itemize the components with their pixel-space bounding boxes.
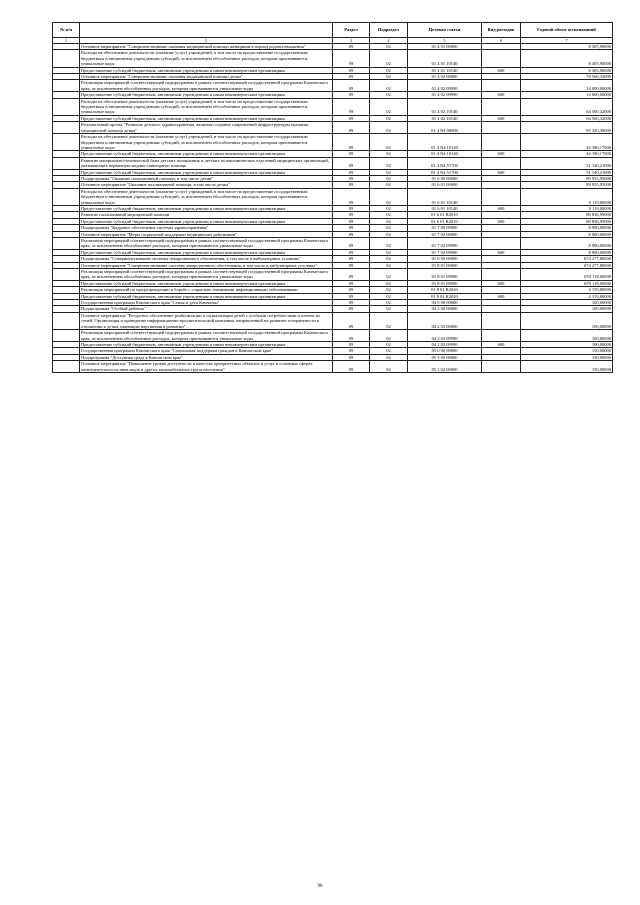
row-name-cell: Предоставление субсидий бюджетным, автономным учреждениям и иным некоммерческим организациям <box>80 341 333 347</box>
row-target-cell: 04 2 03 09990 <box>408 330 482 342</box>
row-name-cell: Предоставление субсидий бюджетным, автономным учреждениям и иным некоммерческим организациям <box>80 92 333 98</box>
row-subsection-cell: 02 <box>370 67 408 73</box>
row-number-cell <box>53 330 80 342</box>
table-row <box>53 122 613 134</box>
row-expense-cell: 600 <box>482 92 521 98</box>
row-section-cell: 09 <box>333 188 370 205</box>
row-volume-cell: 14 000,00000 <box>521 92 613 98</box>
row-section-cell: 09 <box>333 306 370 312</box>
row-name-cell: Основное мероприятие "Совершенствование оказания медицинской помощи женщинам в период родовспоможения" <box>80 44 333 50</box>
row-name-cell: Расходы на обеспечение деятельности (оказание услуг) учреждений, в том числе на предоставление государственным бюджетным и автономным учреждениям субсидий, за исключением обособленных расходов, которым присваиваются уникальные коды <box>80 188 333 205</box>
row-target-cell: 01 4 02 09990 <box>408 92 482 98</box>
table-row <box>53 80 613 92</box>
row-expense-cell: 600 <box>482 115 521 121</box>
row-section-cell: 09 <box>333 151 370 157</box>
table-row <box>53 238 613 250</box>
row-name-cell: Предоставление субсидий бюджетным, автономным учреждениям и иным некоммерческим организациям <box>80 218 333 224</box>
row-subsection-cell: 02 <box>370 225 408 231</box>
row-target-cell: 04 2 03 09990 <box>408 341 482 347</box>
row-expense-cell: 600 <box>482 218 521 224</box>
row-target-cell: 05 3 02 00000 <box>408 361 482 373</box>
row-expense-cell <box>482 134 521 151</box>
budget-table <box>52 22 613 373</box>
row-subsection-cell: 02 <box>370 341 408 347</box>
row-volume-cell: 78 560,32000 <box>521 74 613 80</box>
row-section-cell: 09 <box>333 74 370 80</box>
row-volume-cell: 8 900,00000 <box>521 225 613 231</box>
row-target-cell: 01 4 02 10140 <box>408 115 482 121</box>
row-name-cell: Региональный проект "Развитие детского здравоохранения, включая создание современной инфраструктуры оказания медицинской помощи детям" <box>80 122 333 134</box>
row-section-cell: 09 <box>333 256 370 262</box>
row-expense-cell <box>482 188 521 205</box>
row-volume-cell: 674 277,80000 <box>521 256 613 262</box>
row-volume-cell: 674 277,80000 <box>521 262 613 268</box>
row-number-cell <box>53 361 80 373</box>
row-expense-cell <box>482 98 521 115</box>
col-number: 4 <box>370 38 408 44</box>
row-target-cell: 01 4 N4 51700 <box>408 157 482 169</box>
row-number-cell <box>53 238 80 250</box>
row-name-cell: Реализация мероприятий соответствующей подпрограммы в рамках соответствующей государственной программы Камчатского края, за исключением обособленных расходов, которым присваиваются уникальные коды <box>80 330 333 342</box>
row-target-cell: 04 2 03 00000 <box>408 312 482 329</box>
row-subsection-cell: 02 <box>370 175 408 181</box>
row-subsection-cell: 02 <box>370 280 408 286</box>
row-subsection-cell: 02 <box>370 218 408 224</box>
row-name-cell: Реализация мероприятий соответствующей подпрограммы в рамках соответствующей государственной программы Камчатского края, за исключением обособленных расходов, которым присваиваются уникальные коды <box>80 238 333 250</box>
row-target-cell: 01 7 00 00000 <box>408 225 482 231</box>
row-expense-cell <box>482 312 521 329</box>
row-name-cell: Развитие материально-технической базы детских поликлиник и детских поликлинических отделений медицинских организаций, оказывающих первичную медико-санитарную помощь <box>80 157 333 169</box>
row-subsection-cell: 02 <box>370 134 408 151</box>
row-volume-cell: 100,00000 <box>521 330 613 342</box>
row-section-cell: 09 <box>333 354 370 360</box>
row-volume-cell: 8 305,90000 <box>521 67 613 73</box>
row-volume-cell: 670 118,00000 <box>521 269 613 281</box>
row-target-cell: 01 6 01 R2010 <box>408 212 482 218</box>
row-name-cell: Предоставление субсидий бюджетным, автономным учреждениям и иным некоммерческим организациям <box>80 293 333 299</box>
row-section-cell: 09 <box>333 348 370 354</box>
row-volume-cell: 9 119,00000 <box>521 205 613 211</box>
row-name-cell: Расходы на обеспечение деятельности (оказание услуг) учреждений, в том числе на предоставление государственным бюджетным и автономным учреждениям субсидий, за исключением обособленных расходов, которым присваиваются уникальные коды <box>80 50 333 67</box>
table-row <box>53 330 613 342</box>
row-volume-cell: 51 140,21000 <box>521 157 613 169</box>
row-section-cell: 09 <box>333 212 370 218</box>
row-target-cell: 01 7 02 09990 <box>408 249 482 255</box>
row-expense-cell: 600 <box>482 169 521 175</box>
row-subsection-cell: 02 <box>370 50 408 67</box>
row-name-cell: Расходы на обеспечение деятельности (оказание услуг) учреждений, в том числе на предоставление государственным бюджетным и автономным учреждениям субсидий, за исключением обособленных расходов, которым присваиваются уникальные коды <box>80 98 333 115</box>
row-volume-cell: 89 955,95000 <box>521 182 613 188</box>
row-volume-cell: 51 140,21000 <box>521 169 613 175</box>
row-section-cell: 09 <box>333 80 370 92</box>
row-section-cell: 09 <box>333 300 370 306</box>
row-target-cell: 01 4 01 10140 <box>408 67 482 73</box>
row-name-cell: Основное мероприятие "Повышение уровня доступности и качества приоритетных объектов и услуг в основных сферах жизнедеятельности инвалидов и других маломобильных групп населения" <box>80 361 333 373</box>
row-volume-cell: 100,00000 <box>521 300 613 306</box>
row-target-cell: 01 4 02 09990 <box>408 80 482 92</box>
row-name-cell: Реализация мероприятий соответствующей подпрограммы в рамках соответствующей государственной программы Камчатского края, за исключением обособленных расходов, которым присваиваются уникальные коды <box>80 269 333 281</box>
row-target-cell: 05 0 00 00000 <box>408 348 482 354</box>
row-expense-cell <box>482 80 521 92</box>
row-target-cell: 01 8 01 09990 <box>408 269 482 281</box>
row-expense-cell: 600 <box>482 67 521 73</box>
row-volume-cell: 8 305,90000 <box>521 50 613 67</box>
row-expense-cell: 600 <box>482 249 521 255</box>
row-volume-cell: 80 836,95000 <box>521 218 613 224</box>
row-target-cell: 01 8 01 00000 <box>408 262 482 268</box>
row-subsection-cell: 02 <box>370 122 408 134</box>
row-number-cell <box>53 98 80 115</box>
row-subsection-cell: 02 <box>370 312 408 329</box>
row-subsection-cell: 02 <box>370 80 408 92</box>
header-no: № п/п <box>53 23 80 38</box>
row-section-cell: 09 <box>333 269 370 281</box>
row-volume-cell: 89 955,95000 <box>521 175 613 181</box>
row-name-cell: Государственная программа Камчатского края "Социальная поддержка граждан в Камчатском крае" <box>80 348 333 354</box>
row-subsection-cell: 02 <box>370 256 408 262</box>
row-expense-cell <box>482 238 521 250</box>
row-name-cell: Предоставление субсидий бюджетным, автономным учреждениям и иным некоммерческим организациям <box>80 205 333 211</box>
row-subsection-cell: 02 <box>370 306 408 312</box>
row-target-cell: 01 6 01 10140 <box>408 188 482 205</box>
row-name-cell: Развитие паллиативной медицинской помощи <box>80 212 333 218</box>
row-name-cell: Основное мероприятие "Оказание паллиативной помощи, в том числе детям" <box>80 182 333 188</box>
row-target-cell: 01 8 01 R2020 <box>408 293 482 299</box>
header-name <box>80 23 333 38</box>
row-target-cell: 01 4 02 10140 <box>408 98 482 115</box>
row-subsection-cell: 02 <box>370 249 408 255</box>
row-expense-cell <box>482 269 521 281</box>
row-target-cell: 01 4 N4 51700 <box>408 169 482 175</box>
row-target-cell: 01 8 00 00000 <box>408 256 482 262</box>
header-target: Целевая статья <box>408 23 482 38</box>
row-subsection-cell: 02 <box>370 361 408 373</box>
row-section-cell: 09 <box>333 67 370 73</box>
row-volume-cell: 150,00000 <box>521 361 613 373</box>
row-section-cell: 09 <box>333 287 370 293</box>
row-volume-cell: 14 000,00000 <box>521 80 613 92</box>
header-volume: Годовой объем ассигнований <box>521 23 613 38</box>
row-target-cell: 01 6 01 00000 <box>408 182 482 188</box>
row-name-cell: Государственная программа Камчатского края "Семья и дети Камчатки" <box>80 300 333 306</box>
table-row <box>53 50 613 67</box>
row-section-cell: 09 <box>333 44 370 50</box>
row-expense-cell: 600 <box>482 341 521 347</box>
row-volume-cell: 8 900,00000 <box>521 238 613 250</box>
row-section-cell: 09 <box>333 218 370 224</box>
row-section-cell: 09 <box>333 341 370 347</box>
table-row <box>53 98 613 115</box>
row-target-cell: 05 3 00 00000 <box>408 354 482 360</box>
row-subsection-cell: 02 <box>370 182 408 188</box>
row-subsection-cell: 02 <box>370 262 408 268</box>
row-volume-cell: 4 159,80000 <box>521 293 613 299</box>
row-name-cell: Расходы на обеспечение деятельности (оказание услуг) учреждений, в том числе на предоставление государственным бюджетным и автономным учреждениям субсидий, за исключением обособленных расходов, которым присваиваются уникальные коды <box>80 134 333 151</box>
row-volume-cell: 150,00000 <box>521 348 613 354</box>
row-section-cell: 09 <box>333 122 370 134</box>
row-target-cell: 01 4 01 00000 <box>408 44 482 50</box>
row-subsection-cell: 02 <box>370 205 408 211</box>
col-number: 2 <box>80 38 333 44</box>
row-subsection-cell: 02 <box>370 98 408 115</box>
row-name-cell: Предоставление субсидий бюджетным, автономным учреждениям и иным некоммерческим организациям <box>80 67 333 73</box>
row-name-cell: Основное мероприятие "Совершенствование системы лекарственного обеспечения, в том числе в амбулаторных условиях" <box>80 262 333 268</box>
row-section-cell: 09 <box>333 361 370 373</box>
row-section-cell: 09 <box>333 312 370 329</box>
row-volume-cell: 44 180,17000 <box>521 134 613 151</box>
row-volume-cell: 95 320,38000 <box>521 122 613 134</box>
table-row <box>53 157 613 169</box>
row-name-cell: Основное мероприятие "Ресурсное обеспечение реабилитации и социализации детей с особыми потребностями и членов их семей. Организация и проведение информационно-просветительской кампании, направленной на развитие толерантности в отношении к детям, имеющим нарушения в развитии" <box>80 312 333 329</box>
row-section-cell: 09 <box>333 98 370 115</box>
row-subsection-cell: 02 <box>370 151 408 157</box>
row-name-cell: Предоставление субсидий бюджетным, автономным учреждениям и иным некоммерческим организациям <box>80 151 333 157</box>
row-name-cell: Реализация мероприятий соответствующей подпрограммы в рамках соответствующей государственной программы Камчатского края, за исключением обособленных расходов, которым присваиваются уникальные коды <box>80 80 333 92</box>
row-section-cell: 09 <box>333 157 370 169</box>
row-volume-cell: 4 159,80000 <box>521 287 613 293</box>
row-section-cell: 09 <box>333 262 370 268</box>
table-row <box>53 188 613 205</box>
row-name-cell: Предоставление субсидий бюджетным, автономным учреждениям и иным некоммерческим организациям <box>80 115 333 121</box>
row-name-cell: Предоставление субсидий бюджетным, автономным учреждениям и иным некоммерческим организациям <box>80 249 333 255</box>
row-name-cell: Предоставление субсидий бюджетным, автономным учреждениям и иным некоммерческим организациям <box>80 280 333 286</box>
row-volume-cell: 80 836,95000 <box>521 212 613 218</box>
table-body <box>53 44 613 373</box>
row-volume-cell: 8 900,00000 <box>521 231 613 237</box>
row-target-cell: 01 4 01 10140 <box>408 50 482 67</box>
row-section-cell: 09 <box>333 330 370 342</box>
col-number: 3 <box>333 38 370 44</box>
row-name-cell: Основное мероприятие "Совершенствование оказания медицинской помощи детям" <box>80 74 333 80</box>
row-section-cell: 09 <box>333 115 370 121</box>
row-target-cell: 01 4 N4 10140 <box>408 134 482 151</box>
row-expense-cell <box>482 157 521 169</box>
row-target-cell: 04 2 00 00000 <box>408 306 482 312</box>
row-subsection-cell: 02 <box>370 330 408 342</box>
row-target-cell: 04 0 00 00000 <box>408 300 482 306</box>
row-subsection-cell: 02 <box>370 44 408 50</box>
row-section-cell: 09 <box>333 169 370 175</box>
row-target-cell: 01 7 02 00000 <box>408 231 482 237</box>
col-number: 7 <box>521 38 613 44</box>
row-subsection-cell: 02 <box>370 300 408 306</box>
row-subsection-cell: 02 <box>370 293 408 299</box>
row-expense-cell <box>482 361 521 373</box>
row-section-cell: 09 <box>333 238 370 250</box>
row-expense-cell: 600 <box>482 205 521 211</box>
row-section-cell: 09 <box>333 50 370 67</box>
row-name-cell: Подпрограмма "Оказание паллиативной помощи, в том числе детям" <box>80 175 333 181</box>
header-section: Раздел <box>333 23 370 38</box>
row-section-cell: 09 <box>333 175 370 181</box>
col-number: 5 <box>408 38 482 44</box>
row-number-cell <box>53 134 80 151</box>
row-section-cell: 09 <box>333 249 370 255</box>
row-section-cell: 09 <box>333 92 370 98</box>
row-subsection-cell: 02 <box>370 354 408 360</box>
row-volume-cell: 670 118,00000 <box>521 280 613 286</box>
row-target-cell: 01 4 02 00000 <box>408 74 482 80</box>
row-section-cell: 09 <box>333 182 370 188</box>
row-subsection-cell: 02 <box>370 92 408 98</box>
row-expense-cell <box>482 122 521 134</box>
table-row <box>53 134 613 151</box>
row-section-cell: 09 <box>333 134 370 151</box>
row-volume-cell: 100,00000 <box>521 306 613 312</box>
row-section-cell: 09 <box>333 205 370 211</box>
row-volume-cell: 64 560,32000 <box>521 115 613 121</box>
row-target-cell: 01 4 N4 00000 <box>408 122 482 134</box>
row-name-cell: Подпрограмма "Кадровое обеспечение системы здравоохранения" <box>80 225 333 231</box>
row-subsection-cell: 02 <box>370 231 408 237</box>
row-number-cell <box>53 122 80 134</box>
row-section-cell: 09 <box>333 280 370 286</box>
row-expense-cell <box>482 330 521 342</box>
row-subsection-cell: 02 <box>370 115 408 121</box>
row-target-cell: 01 7 02 09990 <box>408 238 482 250</box>
row-volume-cell: 9 119,00000 <box>521 188 613 205</box>
row-number-cell <box>53 80 80 92</box>
row-target-cell: 01 6 01 10140 <box>408 205 482 211</box>
row-name-cell: Подпрограмма "Особый ребенок" <box>80 306 333 312</box>
header-expense: Вид расходов <box>482 23 521 38</box>
row-subsection-cell: 02 <box>370 238 408 250</box>
row-target-cell: 01 8 01 R2020 <box>408 287 482 293</box>
row-section-cell: 09 <box>333 231 370 237</box>
row-target-cell: 01 8 01 09990 <box>408 280 482 286</box>
row-subsection-cell: 02 <box>370 348 408 354</box>
table-header <box>53 23 613 44</box>
table-row <box>53 269 613 281</box>
col-number: 6 <box>482 38 521 44</box>
row-target-cell: 01 6 00 00000 <box>408 175 482 181</box>
row-subsection-cell: 02 <box>370 188 408 205</box>
row-subsection-cell: 02 <box>370 169 408 175</box>
row-volume-cell: 44 180,17000 <box>521 151 613 157</box>
row-target-cell: 01 4 N4 10140 <box>408 151 482 157</box>
row-subsection-cell: 02 <box>370 212 408 218</box>
row-name-cell: Реализация мероприятий по предупреждению и борьбе с социально значимыми инфекционными заболеваниями <box>80 287 333 293</box>
row-target-cell: 01 6 01 R2010 <box>408 218 482 224</box>
col-number: 1 <box>53 38 80 44</box>
row-number-cell <box>53 188 80 205</box>
row-number-cell <box>53 269 80 281</box>
row-volume-cell: 8 305,90000 <box>521 44 613 50</box>
row-subsection-cell: 02 <box>370 74 408 80</box>
row-expense-cell: 600 <box>482 293 521 299</box>
row-expense-cell <box>482 50 521 67</box>
row-section-cell: 09 <box>333 225 370 231</box>
row-number-cell <box>53 157 80 169</box>
row-subsection-cell: 02 <box>370 157 408 169</box>
row-section-cell: 09 <box>333 293 370 299</box>
row-expense-cell: 600 <box>482 280 521 286</box>
row-volume-cell: 150,00000 <box>521 354 613 360</box>
table-row <box>53 312 613 329</box>
row-expense-cell: 600 <box>482 151 521 157</box>
row-subsection-cell: 02 <box>370 269 408 281</box>
row-subsection-cell: 02 <box>370 287 408 293</box>
page-number: 96 <box>317 884 323 889</box>
row-name-cell: Предоставление субсидий бюджетным, автономным учреждениям и иным некоммерческим организациям <box>80 169 333 175</box>
row-number-cell <box>53 50 80 67</box>
header-subsection: Подраздел <box>370 23 408 38</box>
row-name-cell: Основное мероприятие "Меры социальной поддержки медицинских работников" <box>80 231 333 237</box>
row-volume-cell: 64 560,32000 <box>521 98 613 115</box>
row-name-cell: Подпрограмма "Доступная среда в Камчатском крае" <box>80 354 333 360</box>
row-number-cell <box>53 312 80 329</box>
row-volume-cell: 100,00000 <box>521 312 613 329</box>
row-volume-cell: 100,00000 <box>521 341 613 347</box>
table-row <box>53 361 613 373</box>
row-name-cell: Подпрограмма "Совершенствование системы лекарственного обеспечения, в том числе в амбулаторных условиях" <box>80 256 333 262</box>
row-volume-cell: 8 900,00000 <box>521 249 613 255</box>
